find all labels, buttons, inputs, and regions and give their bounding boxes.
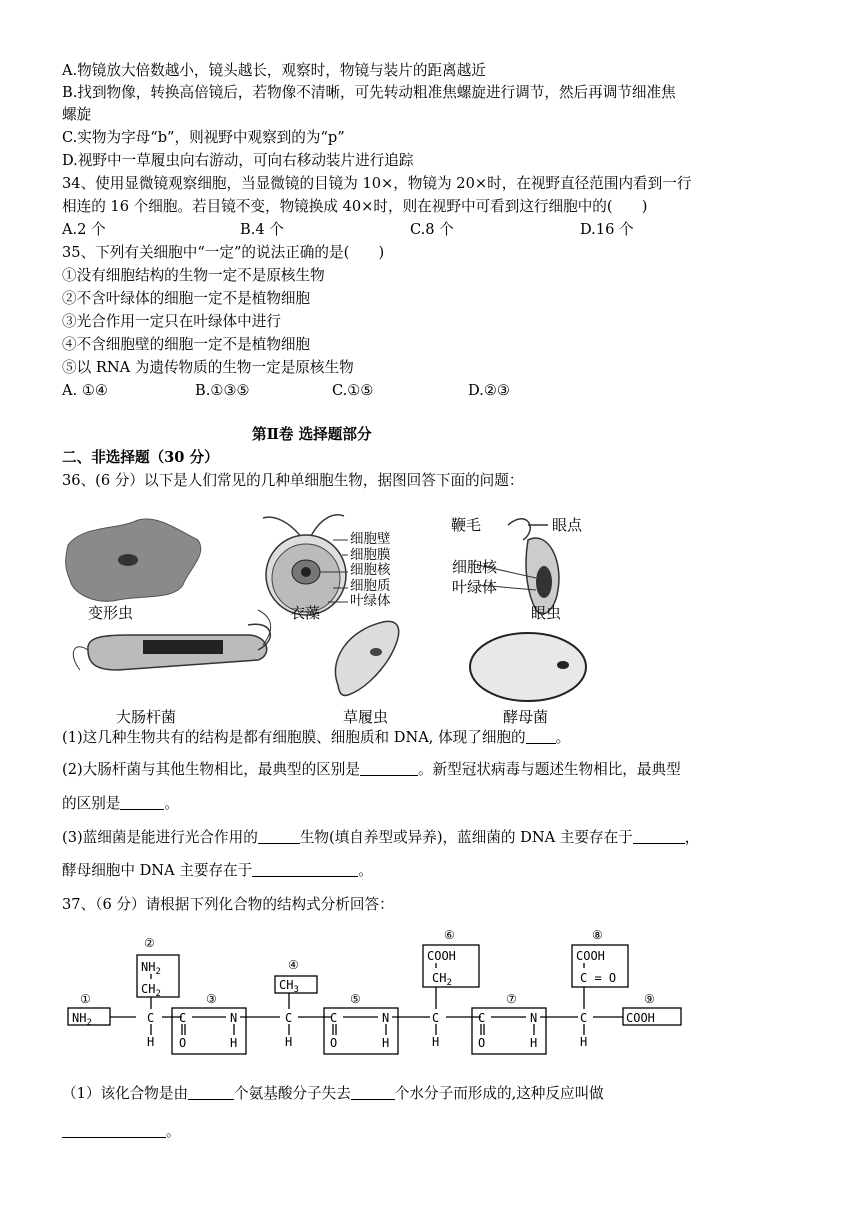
ecoli-label: 大肠杆菌 — [116, 708, 177, 726]
q35-option: A. ①④ — [62, 382, 108, 399]
q34-option: B.4 个 — [240, 221, 284, 238]
svg-text:H: H — [285, 1035, 293, 1049]
q35-item: ③光合作用一定只在叶绿体中进行 — [62, 313, 281, 330]
q37-stem: 37、（6 分）请根据下列化合物的结构式分析回答： — [62, 896, 394, 913]
svg-text:H: H — [230, 1036, 238, 1050]
chlamy-part-label: 叶绿体 — [350, 593, 391, 609]
q33-option-b-line1: B.找到物像，转换高倍镜后，若物像不清晰，可先转动粗准焦螺旋进行调节，然后再调节细准焦 — [62, 84, 676, 101]
svg-text:H: H — [382, 1036, 390, 1050]
q35-item: ⑤以 RNA 为遗传物质的生物一定是原核生物 — [62, 359, 354, 376]
svg-text:CH3: $CH_3$ — [279, 978, 299, 995]
part2-title: 第Ⅱ卷 选择题部分 — [252, 426, 372, 443]
svg-text:C: C — [478, 1011, 486, 1025]
svg-text:NH2: $NH_2$ — [141, 960, 161, 977]
svg-text:C = O: C = O — [580, 971, 617, 985]
euglena-label: 眼虫 — [531, 604, 562, 622]
q33-option-b-line2: 螺旋 — [62, 106, 92, 123]
q36-part3-line2: 酵母细胞中 DNA 主要存在于 。 — [62, 862, 373, 879]
answer-blank[interactable] — [258, 829, 300, 844]
q34-option: A.2 个 — [62, 221, 106, 238]
group-number: ④ — [288, 958, 299, 972]
answer-blank[interactable] — [62, 1123, 166, 1138]
answer-blank[interactable] — [633, 829, 685, 844]
group-number: ⑤ — [350, 992, 361, 1006]
svg-text:COOH: COOH — [427, 949, 456, 963]
q35-option: C.①⑤ — [332, 382, 374, 399]
q36-part1: (1)这几种生物共有的结构是都有细胞膜、细胞质和 DNA, 体现了细胞的 。 — [62, 729, 571, 746]
svg-text:H: H — [147, 1035, 155, 1049]
q35-stem: 35、下列有关细胞中“一定”的说法正确的是( ) — [62, 244, 385, 261]
paramecium-label: 草履虫 — [343, 708, 389, 726]
answer-blank[interactable] — [188, 1085, 234, 1100]
q33-option-a: A.物镜放大倍数越小，镜头越长，观察时，物镜与装片的距离越近 — [62, 62, 486, 79]
svg-text:NH2: $NH_2$ — [72, 1011, 92, 1028]
svg-text:N: N — [382, 1011, 390, 1025]
svg-text:C: C — [432, 1011, 440, 1025]
answer-blank[interactable] — [252, 862, 358, 877]
group-number: ⑨ — [644, 992, 655, 1006]
euglena-flagellum-label: 鞭毛 — [451, 516, 482, 534]
yeast-label: 酵母菌 — [503, 708, 549, 726]
q36-part3: (3)蓝细菌是能进行光合作用的 生物(填自养型或异养)，蓝细菌的 DNA 主要存在于 ， — [62, 829, 700, 846]
svg-text:H: H — [432, 1035, 440, 1049]
chlamy-part-label: 细胞核 — [350, 562, 391, 578]
q35-item: ①没有细胞结构的生物一定不是原核生物 — [62, 267, 325, 284]
svg-text:CH2: $CH_2$ — [432, 971, 452, 988]
euglena-eyespot-label: 眼点 — [552, 516, 583, 534]
group-number: ③ — [206, 992, 217, 1006]
svg-text:N: N — [530, 1011, 538, 1025]
q35-item: ④不含细胞壁的细胞一定不是植物细胞 — [62, 336, 311, 353]
group-number: ① — [80, 992, 91, 1006]
svg-text:C: C — [179, 1011, 187, 1025]
answer-blank[interactable] — [120, 795, 164, 810]
section-heading: 二、非选择题（30 分） — [62, 449, 219, 466]
q34-stem-line1: 34、使用显微镜观察细胞，当显微镜的目镜为 10×，物镜为 20×时，在视野直径范围内看到一行 — [62, 175, 692, 192]
svg-text:N: N — [230, 1011, 238, 1025]
q33-option-c: C.实物为字母“b”，则视野中观察到的为“p” — [62, 129, 345, 146]
q37-part1: （1）该化合物是由 个氨基酸分子失去 个水分子而形成的,这种反应叫做 — [62, 1085, 604, 1102]
euglena-chloroplast-label: 叶绿体 — [452, 578, 498, 596]
chlamydomonas-icon — [263, 515, 348, 615]
paramecium-icon — [335, 621, 398, 695]
q35-option: B.①③⑤ — [195, 382, 250, 399]
group-number: ⑦ — [506, 992, 517, 1006]
amoeba-label: 变形虫 — [88, 604, 134, 622]
q34-option: D.16 个 — [580, 221, 634, 238]
q36-figure — [58, 500, 618, 725]
q34-option: C.8 个 — [410, 221, 454, 238]
group-number: ⑧ — [592, 928, 603, 942]
svg-text:O: O — [330, 1036, 338, 1050]
svg-text:C: C — [580, 1011, 588, 1025]
chlamydomonas-label: 衣藻 — [290, 604, 321, 622]
yeast-icon — [470, 633, 586, 701]
q33-option-d: D.视野中一草履虫向右游动，可向右移动装片进行追踪 — [62, 152, 414, 169]
svg-text:H: H — [530, 1036, 538, 1050]
svg-text:COOH: COOH — [576, 949, 605, 963]
svg-text:C: C — [147, 1011, 155, 1025]
chlamydomonas-structures — [350, 532, 391, 610]
q35-option: D.②③ — [468, 382, 510, 399]
group-number: ② — [144, 936, 155, 950]
chlamy-part-label: 细胞膜 — [350, 546, 391, 563]
answer-blank[interactable] — [360, 761, 418, 776]
q36-part2-line2: 的区别是 。 — [62, 795, 179, 812]
group-number: ⑥ — [444, 928, 455, 942]
svg-text:CH2: $CH_2$ — [141, 982, 161, 999]
answer-blank[interactable] — [351, 1085, 395, 1100]
q36-part2: (2)大肠杆菌与其他生物相比，最典型的区别是 。新型冠状病毒与题述生物相比，最典型 — [62, 761, 681, 778]
answer-blank[interactable] — [526, 729, 556, 744]
svg-text:COOH: COOH — [626, 1011, 655, 1025]
chlamy-part-label: 细胞壁 — [350, 531, 391, 547]
peptide-structure — [60, 927, 700, 1072]
svg-text:O: O — [478, 1036, 486, 1050]
euglena-nucleus-label: 细胞核 — [452, 558, 498, 576]
q35-item: ②不含叶绿体的细胞一定不是植物细胞 — [62, 290, 311, 307]
q37-part1-line2: 。 — [62, 1122, 181, 1142]
svg-text:H: H — [580, 1035, 588, 1049]
svg-text:O: O — [179, 1036, 187, 1050]
chlamy-part-label: 细胞质 — [350, 577, 391, 594]
svg-text:C: C — [285, 1011, 293, 1025]
q34-stem-line2: 相连的 16 个细胞。若目镜不变，物镜换成 40×时，则在视野中可看到这行细胞中的( ) — [62, 198, 648, 215]
q36-stem: 36、(6 分）以下是人们常见的几种单细胞生物，据图回答下面的问题： — [62, 472, 524, 489]
svg-text:C: C — [330, 1011, 338, 1025]
